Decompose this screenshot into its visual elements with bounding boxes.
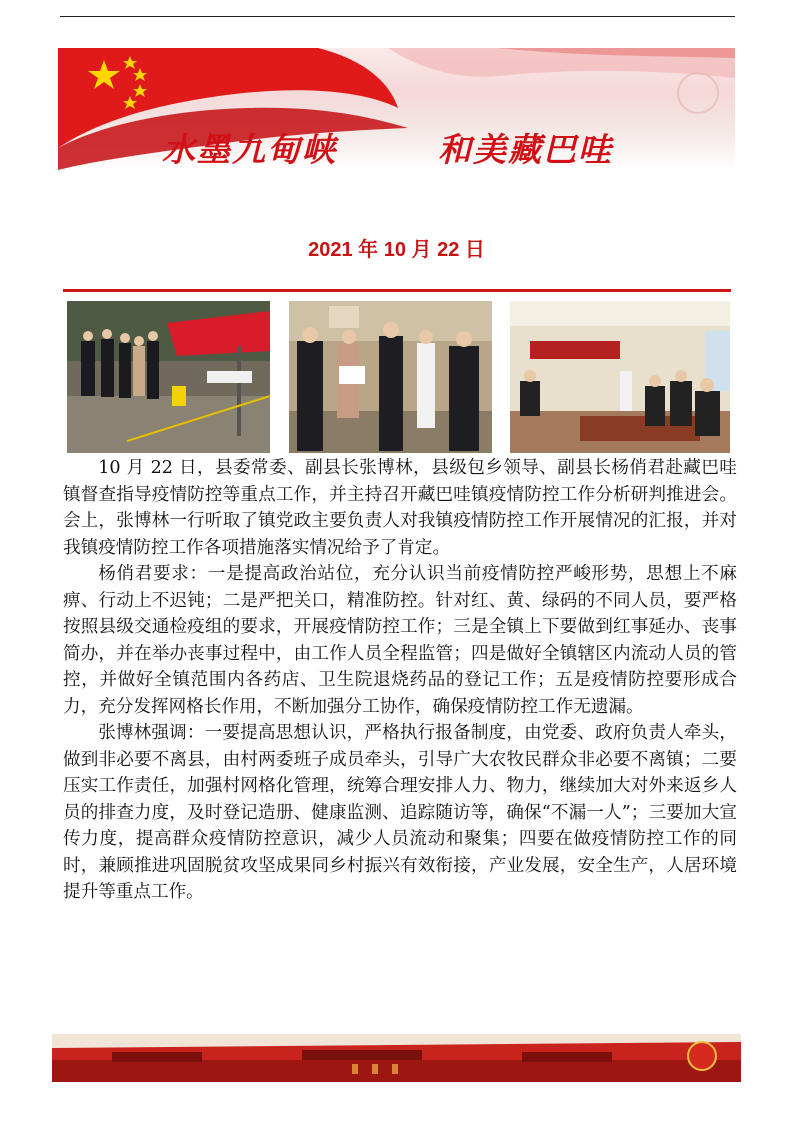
photo-checkpoint xyxy=(67,301,270,453)
top-rule xyxy=(60,16,735,17)
header-banner xyxy=(58,48,735,170)
article-body xyxy=(63,455,737,906)
issue-date: 2021 年 10 月 22 日 xyxy=(308,239,485,261)
banner-slogan-right: 和美藏巴哇 xyxy=(438,130,613,169)
emblem-icon xyxy=(688,1042,716,1070)
flag-swoosh-graphic xyxy=(58,48,735,170)
article-paragraph: 杨俏君要求：一是提高政治站位，充分认识当前疫情防控严峻形势，思想上不麻痹、行动上不迟钝；二是严把关口，精准防控。针对红、黄、绿码的不同人员，要严格按照县级交通检疫组的要求，开展疫情防控工作；三是全镇上下要做到红事延办、丧事简办，并在举办丧事过程中，由工作人员全程监管；四是做好全镇辖区内流动人员的管控，并做好全镇范围内各药店、卫生院退烧药品的登记工作；五是疫情防控要形成合力，充分发挥网格长作用，不断加强分工协作，确保疫情防控工作无遗漏。 xyxy=(63,564,737,717)
article-paragraph: 张博林强调：一要提高思想认识，严格执行报备制度，由党委、政府负责人牵头，做到非必要不离县，由村两委班子成员牵头，引导广大农牧民群众非必要不离镇；二要压实工作责任，加强村网格化管理，统筹合理安排人力、物力，继续加大对外来返乡人员的排查力度，及时登记造册、健康监测、追踪随访等，确保“不漏一人”；三要加大宣传力度，提高群众疫情防控意识，减少人员流动和聚集；四要在做疫情防控工作的同时，兼顾推进巩固脱贫攻坚成果同乡村振兴有效衔接，产业发展，安全生产，人居环境提升等重点工作。 xyxy=(63,723,737,902)
photo-inspection xyxy=(289,301,492,453)
banner-slogan-left: 水墨九甸峡 xyxy=(162,130,337,169)
date-divider xyxy=(63,289,731,292)
photo-meeting xyxy=(510,301,730,453)
article-paragraph: 10 月 22 日，县委常委、副县长张博林，县级包乡领导、副县长杨俏君赴藏巴哇镇督查指导疫情防控等重点工作，并主持召开藏巴哇镇疫情防控工作分析研判推进会。会上，张博林一行听取了镇党政主要负责人对我镇疫情防控工作开展情况的汇报，并对我镇疫情防控工作各项措施落实情况给予了肯定。 xyxy=(63,458,737,558)
footer-banner xyxy=(52,1034,741,1082)
